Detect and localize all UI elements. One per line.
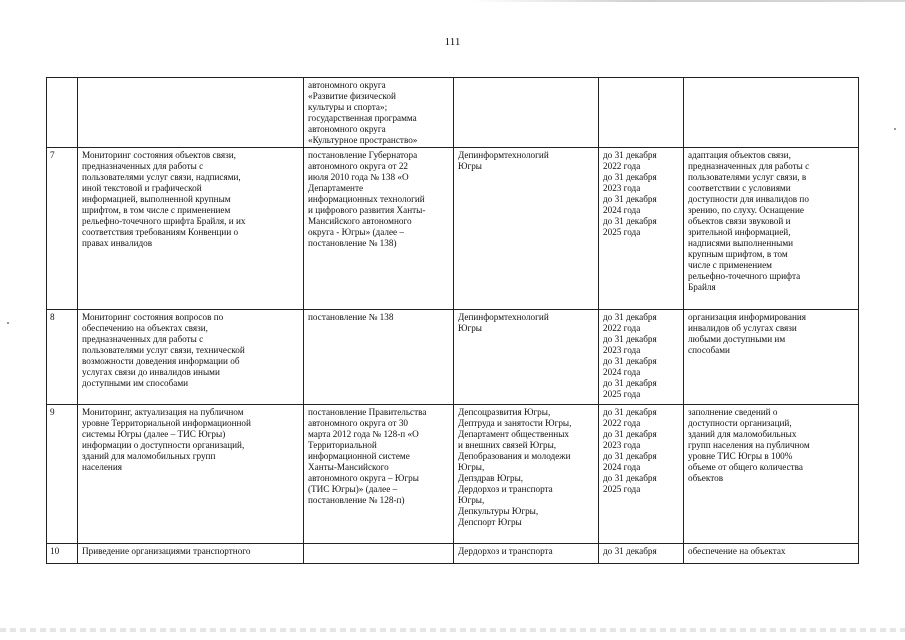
measure-line: пользователями услуг связи, надписями, — [82, 172, 241, 182]
basis-line: и цифрового развития Ханты- — [308, 205, 426, 215]
measure-line: услугах связи до инвалидов иными — [82, 367, 220, 377]
measures-table — [46, 77, 859, 564]
scan-speck — [894, 128, 896, 130]
result-line: пользователями услуг связи, в — [688, 172, 807, 182]
deadline-line: до 31 декабря — [603, 473, 657, 483]
measure-line: возможности доведения информации об — [82, 356, 240, 366]
basis-line: информационной системе — [308, 451, 410, 461]
measure-line: Мониторинг состояния вопросов по — [82, 312, 224, 322]
cell-num: 9 — [47, 405, 78, 544]
result-line: заполнение сведений о — [688, 407, 778, 417]
result-line: объектов — [688, 473, 724, 483]
executors-line: Югры, — [458, 495, 485, 505]
measure-line: пользователями услуг связи, технической — [82, 345, 245, 355]
deadline-line: до 31 декабря — [603, 378, 657, 388]
cell-measure — [78, 78, 304, 148]
measure-line: населения — [82, 462, 122, 472]
executors-line: Депспорт Югры — [458, 517, 522, 527]
cell-deadline — [599, 148, 684, 310]
result-line: групп населения на публичном — [688, 440, 810, 450]
deadline-line: до 31 декабря — [603, 216, 657, 226]
result-line: уровне ТИС Югры в 100% — [688, 451, 793, 461]
deadline-line: 2023 года — [603, 183, 641, 193]
cell-executors — [454, 148, 599, 310]
measure-line: уровне Территориальной информационной — [82, 418, 251, 428]
table-row — [47, 148, 859, 310]
measure-line: правах инвалидов — [82, 238, 153, 248]
cell-result — [684, 148, 859, 310]
basis-line: автономного округа от 30 — [308, 418, 409, 428]
measure-line: рельефно-точечного шрифта Брайля, и их — [82, 216, 246, 226]
measure-line: информацией, выполненной крупным — [82, 194, 231, 204]
executors-line: Дepдорхоз и транспорта — [458, 546, 553, 556]
result-line: зданий для маломобильных — [688, 429, 797, 439]
executors-line: Югры — [458, 323, 482, 333]
measure-line: Мониторинг, актуализация на публичном — [82, 407, 244, 417]
result-line: зрению, по слуху. Оснащение — [688, 205, 804, 215]
measure-line: зданий для маломобильных групп — [82, 451, 216, 461]
deadline-line: 2025 года — [603, 227, 641, 237]
executors-line: и внешних связей Югры, — [458, 440, 557, 450]
basis-line: постановление Правительства — [308, 407, 427, 417]
result-line: рельефно-точечного шрифта — [688, 271, 801, 281]
basis-line: (ТИС Югры)» (далее – — [308, 484, 398, 494]
result-line: доступности организаций, — [688, 418, 792, 428]
basis-line: постановление № 138) — [308, 238, 397, 248]
cell-measure — [78, 544, 304, 564]
deadline-line: до 31 декабря — [603, 312, 657, 322]
basis-line: Ханты-Мансийского — [308, 462, 389, 472]
cell-executors — [454, 405, 599, 544]
basis-line: автономного округа — [308, 80, 386, 90]
measure-line: предназначенных для работы с — [82, 334, 204, 344]
cell-num: 7 — [47, 148, 78, 310]
executors-line: Югры, — [458, 462, 485, 472]
measure-line: информации о доступности организаций, — [82, 440, 245, 450]
basis-line: государственная программа — [308, 113, 417, 123]
result-line: Брайля — [688, 282, 716, 292]
basis-line: культуры и спорта»; — [308, 102, 388, 112]
executors-line: Депкультуры Югры, — [458, 506, 539, 516]
cell-deadline — [599, 544, 684, 564]
cell-executors — [454, 78, 599, 148]
table-row — [47, 310, 859, 405]
result-line: любыми доступными им — [688, 334, 786, 344]
cell-num — [47, 78, 78, 148]
result-line: объеме от общего количества — [688, 462, 803, 472]
result-line: инвалидов об услугах связи — [688, 323, 797, 333]
table-row — [47, 544, 859, 564]
deadline-line: до 31 декабря — [603, 451, 657, 461]
deadline-line: 2025 года — [603, 389, 641, 399]
result-line: адаптация объектов связи, — [688, 150, 791, 160]
basis-line: автономного округа – Югры — [308, 473, 419, 483]
deadline-line: до 31 декабря — [603, 429, 657, 439]
cell-executors — [454, 310, 599, 405]
deadline-line: до 31 декабря — [603, 194, 657, 204]
result-line: числе с применением — [688, 260, 772, 270]
result-line: объектов связи звуковой и — [688, 216, 791, 226]
result-line: предназначенных для работы с — [688, 161, 810, 171]
executors-line: Депздрав Югры, — [458, 473, 524, 483]
measure-line: предназначенных для работы с — [82, 161, 204, 171]
executors-line: Депинформтехнологий — [458, 312, 549, 322]
cell-result — [684, 310, 859, 405]
cell-measure — [78, 148, 304, 310]
result-line: надписями выполненными — [688, 238, 794, 248]
cell-executors — [454, 544, 599, 564]
scan-edge-bottom — [0, 628, 905, 632]
measure-line: соответствия требованиям Конвенции о — [82, 227, 239, 237]
deadline-line: 2022 года — [603, 323, 641, 333]
basis-line: информационных технологий — [308, 194, 425, 204]
deadline-line: 2022 года — [603, 418, 641, 428]
cell-basis — [304, 544, 454, 564]
measure-line: иной текстовой и графической — [82, 183, 202, 193]
basis-line: «Развитие физической — [308, 91, 396, 101]
page-number: 111 — [444, 36, 461, 48]
result-line: крупным шрифтом, в том — [688, 249, 788, 259]
cell-result — [684, 405, 859, 544]
basis-line: автономного округа — [308, 124, 386, 134]
measure-line: Мониторинг состояния объектов связи, — [82, 150, 236, 160]
cell-basis — [304, 148, 454, 310]
deadline-line: до 31 декабря — [603, 150, 657, 160]
executors-line: Дептруда и занятости Югры, — [458, 418, 572, 428]
measure-line: системы Югры (далее – ТИС Югры) — [82, 429, 226, 439]
result-line: соответствии с условиями — [688, 183, 791, 193]
cell-result — [684, 544, 859, 564]
cell-deadline — [599, 310, 684, 405]
cell-measure — [78, 405, 304, 544]
result-line: организация информирования — [688, 312, 807, 322]
executors-line: Депсоцразвития Югры, — [458, 407, 551, 417]
basis-line: постановление Губернатора — [308, 150, 418, 160]
scan-speck — [7, 322, 9, 324]
measure-line: доступными им способами — [82, 378, 189, 388]
basis-line: июля 2010 года № 138 «О — [308, 172, 409, 182]
deadline-line: 2023 года — [603, 345, 641, 355]
executors-line: Дepдорхоз и транспорта — [458, 484, 553, 494]
cell-num: 8 — [47, 310, 78, 405]
table-row — [47, 78, 859, 148]
deadline-line: до 31 декабря — [603, 356, 657, 366]
scan-edge-top — [470, 0, 905, 2]
basis-line: постановление № 128-п) — [308, 495, 405, 505]
executors-line: Депобразования и молодежи — [458, 451, 571, 461]
measure-line: обеспечению на объектах связи, — [82, 323, 208, 333]
basis-line: марта 2012 года № 128-п «О — [308, 429, 419, 439]
deadline-line: до 31 декабря — [603, 546, 657, 556]
deadline-line: 2024 года — [603, 205, 641, 215]
cell-deadline — [599, 78, 684, 148]
executors-line: Депинформтехнологий — [458, 150, 549, 160]
basis-line: Мансийского автономного — [308, 216, 412, 226]
basis-line: постановление № 138 — [308, 312, 394, 322]
cell-result — [684, 78, 859, 148]
basis-line: «Культурное пространство» — [308, 135, 418, 145]
result-line: способами — [688, 345, 730, 355]
deadline-line: 2025 года — [603, 484, 641, 494]
deadline-line: 2023 года — [603, 440, 641, 450]
cell-basis — [304, 405, 454, 544]
deadline-line: 2024 года — [603, 367, 641, 377]
deadline-line: 2024 года — [603, 462, 641, 472]
executors-line: Департамент общественных — [458, 429, 569, 439]
measure-line: Приведение организациями транспортного — [82, 546, 251, 556]
deadline-line: до 31 декабря — [603, 407, 657, 417]
cell-deadline — [599, 405, 684, 544]
basis-line: Территориальной — [308, 440, 377, 450]
deadline-line: до 31 декабря — [603, 334, 657, 344]
cell-measure — [78, 310, 304, 405]
basis-line: округа - Югры» (далее – — [308, 227, 405, 237]
measure-line: шрифтом, в том числе с применением — [82, 205, 231, 215]
result-line: зрительной информацией, — [688, 227, 791, 237]
table-row — [47, 405, 859, 544]
deadline-line: до 31 декабря — [603, 172, 657, 182]
basis-line: Департаменте — [308, 183, 364, 193]
cell-num: 10 — [47, 544, 78, 564]
cell-basis — [304, 310, 454, 405]
deadline-line: 2022 года — [603, 161, 641, 171]
basis-line: автономного округа от 22 — [308, 161, 409, 171]
result-line: обеспечение на объектах — [688, 546, 786, 556]
executors-line: Югры — [458, 161, 482, 171]
result-line: доступности для инвалидов по — [688, 194, 809, 204]
cell-basis — [304, 78, 454, 148]
